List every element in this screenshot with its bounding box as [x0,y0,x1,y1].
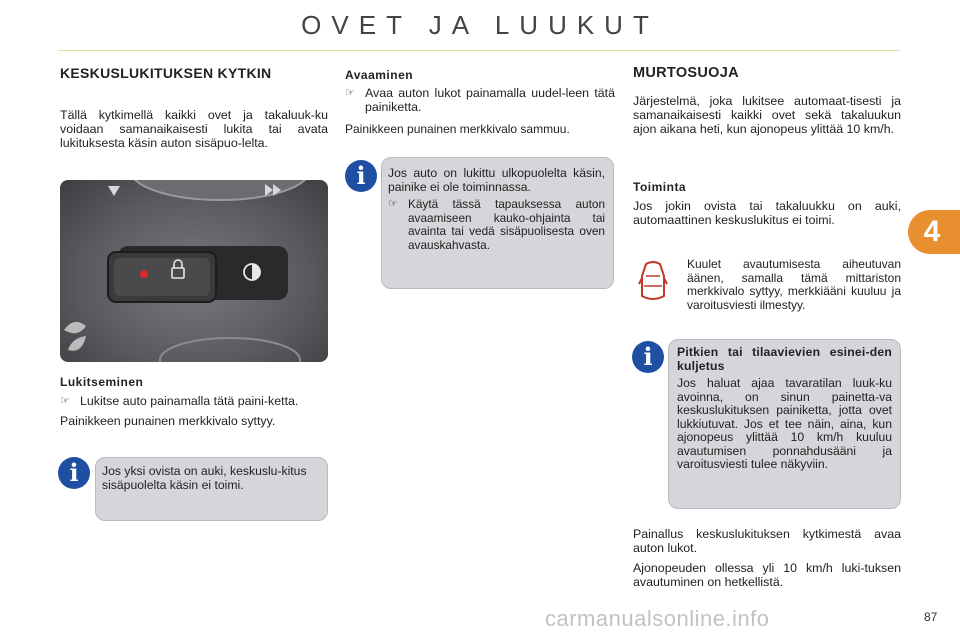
info-bullet-text-locked-outside: Käytä tässä tapauksessa auton avaamiseen kauko-ohjainta tai avainta tai vedä sisäpuolisesta oven avauskahvasta. [408,197,605,252]
anti-theft-intro: Järjestelmä, joka lukitsee automaat-tisesti ja samanaikaisesti kaikki ovet sekä takaluukun ajon aikana heti, kun ajonopeus ylittää 10 km/h. [633,94,901,136]
dashboard-illustration [60,180,328,362]
warning-text-block [687,258,901,312]
info-icon: i [632,341,664,373]
unlocking-heading: Avaaminen [345,68,414,82]
central-locking-intro: Tällä kytkimellä kaikki ovet ja takaluuk-ku voidaan samanaikaisesti lukita tai avata lukituksesta käsin auton sisäpuo-lelta. [60,108,328,150]
warning-text: Kuulet avautumisesta aiheutuvan äänen, samalla tämä mittariston merkkivalo syttyy, merkkiääni kuuluu ja varoitusviesti ilmestyy. [687,257,901,312]
info-box-locked-outside [381,157,614,289]
info-text-door-open: Jos yksi ovista on auki, keskuslu-kitus sisäpuolelta käsin ei toimi. [102,464,307,492]
info-box-door-open [95,457,328,521]
info-box-long-objects [668,339,901,509]
watermark: carmanualsonline.info [545,606,770,631]
anti-theft-outro [633,527,901,589]
info-bullet-locked-outside [388,198,605,252]
page-title: OVET JA LUUKUT [301,10,659,40]
unlocking-bullet [345,86,615,114]
locking-note: Painikkeen punainen merkkivalo syttyy. [60,414,276,428]
locking-bullet [60,394,328,408]
unlocking-note: Painikkeen punainen merkkivalo sammuu. [345,122,570,136]
info-icon: i [58,457,90,489]
function-text: Jos jokin ovista tai takaluukku on auki, automaattinen keskuslukitus ei toimi. [633,199,901,227]
pointing-hand-icon: ☞ [345,87,355,99]
locking-section [60,375,328,428]
header-rule [58,50,900,51]
unlocking-bullet-text: Avaa auton lukot painamalla uudel-leen tätä painiketta. [365,86,615,114]
pointing-hand-icon: ☞ [388,198,398,210]
info-title-long-objects: Pitkien tai tilaavievien esinei-den kuljetus [677,345,892,373]
section-heading-central-locking: KESKUSLUKITUKSEN KYTKIN [60,65,272,81]
info-text-long-objects: Jos haluat ajaa tavaratilan luuk-ku avoinna, on sinun painetta-va keskuslukituksen painiketta, jotta ovet lukkiutuvat. Jos et tee näin, aina, kun ajonopeus ylittää 10 km/h kuuluu avautumisen ponnahdusääni ja varoitusviesti tulee näkyviin. [677,376,892,471]
left-column [60,66,328,150]
lock-switch-photo [60,180,328,362]
red-indicator-light [140,270,148,278]
info-icon: i [345,160,377,192]
chapter-tab[interactable]: 4 [908,210,960,254]
locking-heading: Lukitseminen [60,375,144,389]
locking-bullet-text: Lukitse auto painamalla tätä paini-ketta. [80,394,299,408]
outro-text-1: Painallus keskuslukituksen kytkimestä avaa auton lukot. [633,527,901,555]
unlocking-section [345,68,615,136]
info-text-locked-outside: Jos auto on lukittu ulkopuolelta käsin, painike ei ole toiminnassa. [388,166,605,194]
function-heading: Toiminta [633,180,687,194]
page-number: 87 [924,610,938,624]
section-heading-anti-theft: MURTOSUOJA [633,65,739,81]
pointing-hand-icon: ☞ [60,395,70,407]
outro-text-2: Ajonopeuden ollessa yli 10 km/h luki-tuksen avautuminen on hetkellistä. [633,561,901,589]
anti-theft-section [633,66,901,227]
door-open-warning-icon [638,260,668,302]
